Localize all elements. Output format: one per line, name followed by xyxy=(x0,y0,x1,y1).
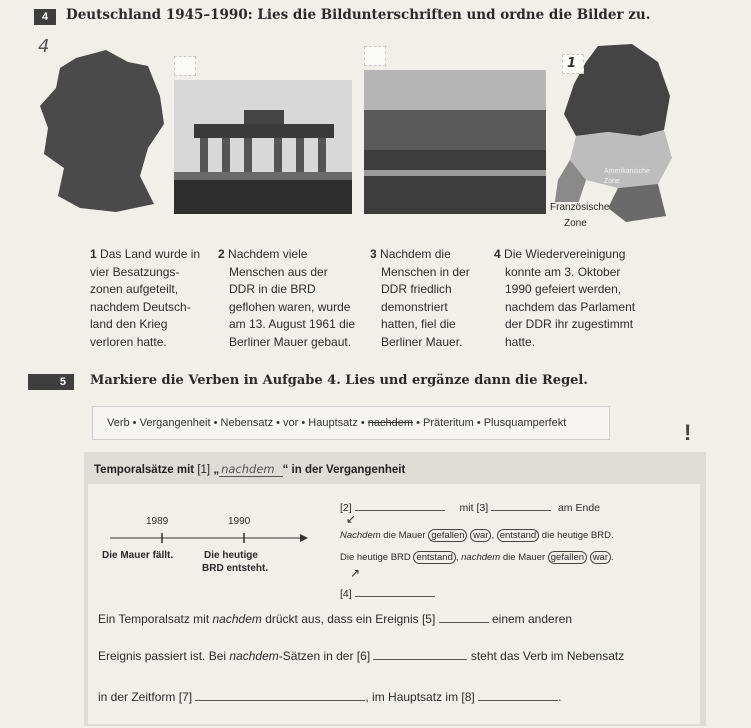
task-4-title: Deutschland 1945–1990: Lies die Bildunterschriften und ordne die Bilder zu. xyxy=(66,7,651,23)
arrow-up-icon: ↗ xyxy=(350,566,361,580)
blank-5[interactable] xyxy=(439,622,489,623)
exclamation-icon: ! xyxy=(684,420,692,445)
zone-label-french-2: Zone xyxy=(564,218,587,229)
timeline-year-1989: 1989 xyxy=(146,516,169,527)
handwritten-nachdem: nachdem xyxy=(219,462,283,477)
image-d-zones-map xyxy=(546,40,676,230)
image-c-crowd-photo xyxy=(364,70,546,214)
timeline xyxy=(100,508,310,578)
struck-word: nachdem xyxy=(367,417,414,429)
rule-line-2: Ereignis passiert ist. Bei nachdem-Sätzen in der [6] steht das Verb im Nebensatz xyxy=(98,649,625,663)
task-number-badge: 4 xyxy=(34,9,56,25)
caption-1: 1 Das Land wurde in vier Besatzungs- zonen aufgeteilt, nachdem Deutsch- land den Krieg verloren hatte. xyxy=(90,247,201,349)
blank-2-row: [2] mit [3] am Ende xyxy=(340,502,600,514)
rule-panel-title: Temporalsätze mit [1] „ nachdem “ in der Vergangenheit xyxy=(94,462,406,476)
blank-7[interactable] xyxy=(195,700,365,701)
blank-4[interactable] xyxy=(355,596,435,597)
word-bank-box: Verb • Vergangenheit • Nebensatz • vor • Hauptsatz • nachdem • Präteritum • Plusquamperfekt xyxy=(92,406,610,440)
zone-label-american-2: Zone xyxy=(604,178,620,185)
task-5-badge: 5 xyxy=(28,374,74,390)
handwritten-answer-d: 1 xyxy=(567,56,577,71)
blank-8[interactable] xyxy=(478,700,558,701)
image-a-germany-map xyxy=(36,36,164,216)
timeline-event-2b: BRD entsteht. xyxy=(202,563,269,574)
zone-label-american: Amerikanische xyxy=(604,168,650,175)
rule-line-3: in der Zeitform [7] , im Hauptsatz im [8] . xyxy=(98,690,562,704)
caption-4: 4 Die Wiedervereinigung konnte am 3. Oktober 1990 gefeiert werden, nachdem das Parlament der DDR ihr zugestimmt hatte. xyxy=(494,247,636,349)
blank-6[interactable] xyxy=(373,659,467,660)
arrow-down-icon: ↙ xyxy=(346,512,357,526)
blank-3[interactable] xyxy=(491,510,551,511)
example-sentence-2: Die heutige BRD entstand , nachdem die Mauer gefallen war . xyxy=(340,552,614,563)
timeline-event-1: Die Mauer fällt. xyxy=(102,550,174,561)
handwritten-answer-a: 4 xyxy=(38,36,50,57)
image-c-answer-box[interactable] xyxy=(364,46,386,66)
timeline-arrow xyxy=(110,530,310,546)
task-5-title: Markiere die Verben in Aufgabe 4. Lies und ergänze dann die Regel. xyxy=(90,373,588,388)
timeline-year-1990: 1990 xyxy=(228,516,251,527)
caption-3: 3 Nachdem die Menschen in der DDR friedlich demonstriert hatten, fiel die Berliner Mauer. xyxy=(370,247,470,349)
example-sentence-1: Nachdem die Mauer gefallen war , entstand die heutige BRD. xyxy=(340,530,614,541)
caption-2: 2 Nachdem viele Menschen aus der DDR in die BRD geflohen waren, wurde am 13. August 1961 die Berliner Mauer gebaut. xyxy=(218,247,356,349)
map-silhouette-dark xyxy=(36,36,164,216)
rule-line-1: Ein Temporalsatz mit nachdem drückt aus, dass ein Ereignis [5] einem anderen xyxy=(98,612,573,626)
image-b-answer-box[interactable] xyxy=(174,56,196,76)
blank-4-row: [4] xyxy=(340,588,435,600)
timeline-event-2a: Die heutige xyxy=(204,550,258,561)
zone-label-french: Französische xyxy=(550,202,610,213)
image-b-brandenburg-gate-photo xyxy=(174,80,352,214)
blank-2[interactable] xyxy=(355,510,445,511)
